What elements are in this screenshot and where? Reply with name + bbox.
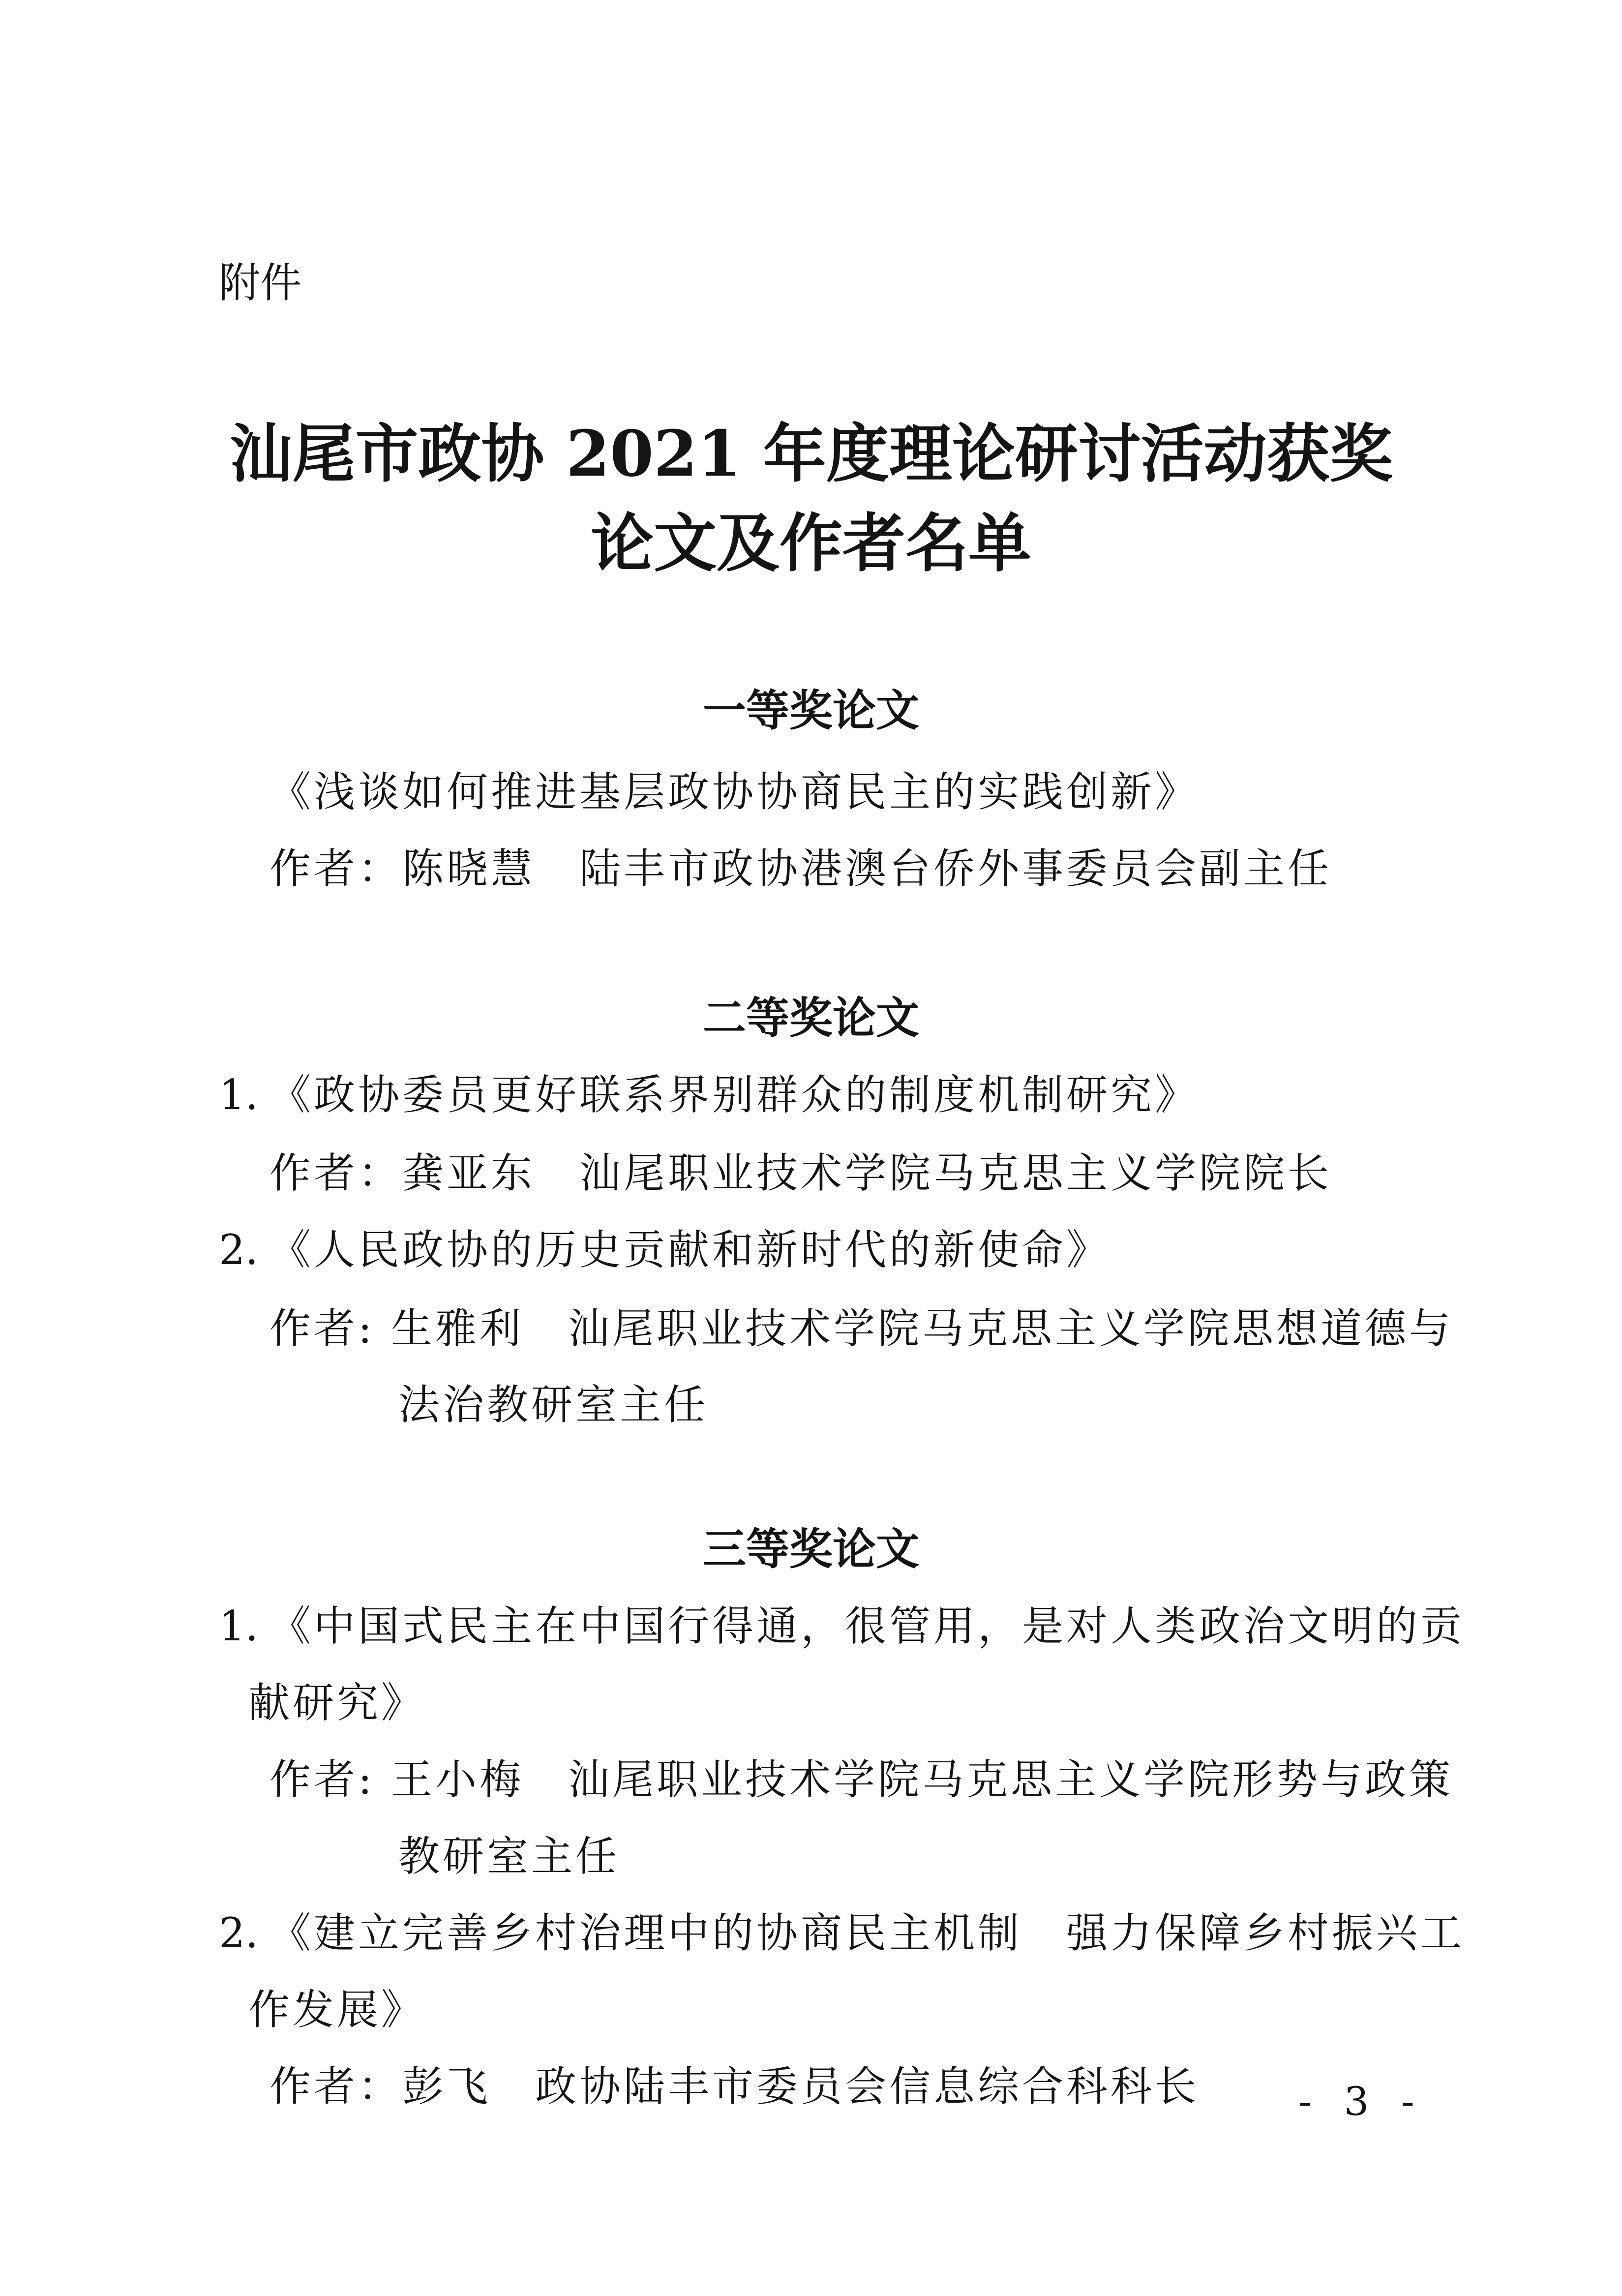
document-title-line-1: 汕尾市政协 2021 年度理论研讨活动获奖	[229, 417, 1393, 491]
attachment-label: 附件	[219, 259, 302, 307]
section-heading-third-prize: 三等奖论文	[702, 1524, 919, 1574]
paper-title-continued: 献研究》	[248, 1679, 426, 1727]
author-line: 作者: 王小梅 汕尾职业技术学院马克思主义学院形势与政策	[270, 1755, 1454, 1804]
entry-number: 1.	[219, 1071, 259, 1119]
document-title-line-2: 论文及作者名单	[590, 507, 1031, 580]
page-number: - 3 -	[1298, 2079, 1424, 2124]
author-line: 作者：龚亚东 汕尾职业技术学院马克思主义学院院长	[270, 1149, 1332, 1197]
author-line-continued: 教研室主任	[398, 1832, 620, 1880]
entry-number: 2.	[219, 1909, 259, 1957]
author-line: 作者: 生雅利 汕尾职业技术学院马克思主义学院思想道德与	[270, 1304, 1454, 1353]
author-line: 作者：陈晓慧 陆丰市政协港澳台侨外事委员会副主任	[270, 845, 1332, 893]
paper-title: 《中国式民主在中国行得通，很管用，是对人类政治文明的贡	[270, 1602, 1465, 1650]
entry-number: 2.	[219, 1226, 259, 1274]
section-heading-second-prize: 二等奖论文	[702, 993, 919, 1043]
paper-title-continued: 作发展》	[248, 1986, 426, 2034]
paper-title: 《人民政协的历史贡献和新时代的新使命》	[270, 1226, 1111, 1274]
entry-number: 1.	[219, 1602, 259, 1650]
paper-title: 《浅谈如何推进基层政协协商民主的实践创新》	[270, 768, 1200, 816]
section-heading-first-prize: 一等奖论文	[702, 685, 919, 736]
author-line: 作者：彭飞 政协陆丰市委员会信息综合科科长	[270, 2062, 1200, 2111]
author-line-continued: 法治教研室主任	[398, 1381, 709, 1429]
paper-title: 《政协委员更好联系界别群众的制度机制研究》	[270, 1071, 1200, 1119]
paper-title: 《建立完善乡村治理中的协商民主机制 强力保障乡村振兴工	[270, 1909, 1465, 1957]
